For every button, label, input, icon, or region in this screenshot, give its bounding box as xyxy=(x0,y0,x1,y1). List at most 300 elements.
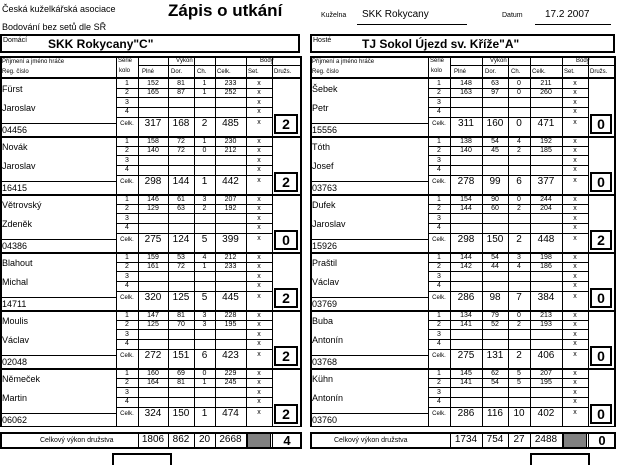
set-mark: x xyxy=(573,235,577,242)
player-reg-number: 15556 xyxy=(312,125,338,135)
score-cell: 72 xyxy=(177,147,185,154)
score-cell: 1 xyxy=(202,137,207,145)
set-mark: x xyxy=(573,214,577,222)
player-firstname: Petr xyxy=(312,103,329,113)
column-label-vykon: Výkon xyxy=(490,58,507,64)
serie-number: 1 xyxy=(125,311,129,319)
player-reg-number: 16415 xyxy=(2,183,28,193)
player-surname: Němeček xyxy=(2,374,41,384)
set-mark: x xyxy=(573,166,577,173)
score-cell: 185 xyxy=(540,147,552,154)
score-cell: 54 xyxy=(491,137,499,145)
score-cell: 229 xyxy=(224,369,237,377)
total-cell: 2 xyxy=(516,350,522,361)
score-cell: 1 xyxy=(202,379,207,386)
serie-number: 1 xyxy=(437,369,441,377)
set-mark: x xyxy=(573,224,577,231)
player-firstname: Jaroslav xyxy=(2,103,36,113)
set-mark: x xyxy=(257,263,261,270)
column-label-dor: Dor. xyxy=(485,69,497,75)
score-cell: 87 xyxy=(177,89,185,96)
score-cell: 90 xyxy=(491,195,499,203)
team-total-dor: 862 xyxy=(172,434,190,445)
scoring-mode: Bodování bez setů dle SŘ xyxy=(2,22,107,32)
set-mark: x xyxy=(257,282,261,289)
total-cell: 0 xyxy=(516,118,522,129)
player-reg-number: 03763 xyxy=(312,183,338,193)
total-cell: 160 xyxy=(486,118,504,129)
score-cell: 152 xyxy=(147,79,159,87)
player-firstname: Antonín xyxy=(312,393,344,403)
set-mark: x xyxy=(257,321,261,328)
score-cell: 3 xyxy=(517,253,521,261)
score-cell: 1 xyxy=(202,79,207,87)
score-cell: 144 xyxy=(460,205,472,212)
shaded-cell xyxy=(247,433,271,448)
score-cell: 207 xyxy=(540,369,552,377)
score-cell: 53 xyxy=(177,253,185,261)
score-cell: 134 xyxy=(460,311,472,319)
score-cell: 125 xyxy=(147,321,159,328)
total-cell: 150 xyxy=(486,234,504,245)
score-cell: 195 xyxy=(540,379,552,386)
serie-number: 1 xyxy=(125,369,129,377)
total-cell: 131 xyxy=(486,350,504,361)
team-total-points: 0 xyxy=(598,433,606,448)
shaded-cell xyxy=(563,433,587,448)
score-cell: 207 xyxy=(224,195,237,203)
score-cell: 233 xyxy=(224,263,237,270)
set-mark: x xyxy=(257,398,261,405)
set-mark: x xyxy=(257,156,261,164)
total-row-label: Celk. xyxy=(432,237,446,243)
player-firstname: Václav xyxy=(2,335,30,345)
score-cell: 233 xyxy=(224,79,237,87)
serie-number: 3 xyxy=(125,388,129,396)
score-cell: 4 xyxy=(202,253,207,261)
set-mark: x xyxy=(573,369,577,377)
column-label-plne: Plné xyxy=(454,69,467,75)
score-cell: 0 xyxy=(517,195,521,203)
team-total-label: Celkový výkon družstva xyxy=(40,437,114,444)
player-firstname: Václav xyxy=(312,277,340,287)
column-label-player: Příjmení a jméno hráče xyxy=(2,59,65,65)
set-mark: x xyxy=(257,293,261,300)
away-team-header xyxy=(310,34,615,53)
column-label-dor: Dor. xyxy=(171,69,183,75)
serie-number: 2 xyxy=(125,89,129,96)
score-cell: 0 xyxy=(202,369,207,377)
set-mark: x xyxy=(257,177,261,184)
total-cell: 423 xyxy=(222,350,239,361)
player-points: 2 xyxy=(274,172,298,192)
player-points: 2 xyxy=(590,230,612,250)
set-mark: x xyxy=(573,293,577,300)
column-label-celk: Celk. xyxy=(217,69,231,75)
total-row-label: Celk. xyxy=(120,179,134,185)
team-total-dor: 754 xyxy=(486,434,504,445)
serie-number: 4 xyxy=(437,398,441,405)
score-cell: 3 xyxy=(202,195,207,203)
score-cell: 45 xyxy=(491,147,499,154)
set-mark: x xyxy=(573,311,577,319)
serie-number: 3 xyxy=(437,156,441,164)
team-total-plne: 1734 xyxy=(454,434,478,445)
serie-number: 3 xyxy=(437,388,441,396)
set-mark: x xyxy=(257,340,261,347)
score-cell: 144 xyxy=(460,253,472,261)
player-reg-number: 04456 xyxy=(2,125,28,135)
score-cell: 195 xyxy=(224,321,237,328)
total-cell: 5 xyxy=(201,292,208,303)
set-mark: x xyxy=(573,108,577,115)
total-cell: 275 xyxy=(144,234,162,245)
score-cell: 0 xyxy=(517,311,521,319)
column-label-player: Příjmení a jméno hráče xyxy=(312,59,375,65)
total-cell: 399 xyxy=(222,234,239,245)
serie-number: 4 xyxy=(125,340,129,347)
total-cell: 5 xyxy=(201,234,208,245)
score-cell: 161 xyxy=(147,263,159,270)
score-cell: 245 xyxy=(224,379,237,386)
total-row-label: Celk. xyxy=(120,237,134,243)
set-mark: x xyxy=(257,388,261,396)
serie-number: 1 xyxy=(437,79,441,87)
column-label-set: Set. xyxy=(248,69,259,75)
serie-number: 4 xyxy=(125,166,129,173)
total-row-label: Celk. xyxy=(432,295,446,301)
set-mark: x xyxy=(573,282,577,289)
total-cell: 471 xyxy=(537,118,555,129)
total-cell: 6 xyxy=(201,350,208,361)
serie-number: 4 xyxy=(437,108,441,115)
total-cell: 275 xyxy=(457,350,475,361)
column-label-kolo: kolo xyxy=(119,68,131,74)
serie-number: 2 xyxy=(437,205,441,212)
score-cell: 193 xyxy=(540,321,552,328)
serie-number: 3 xyxy=(125,214,129,222)
serie-number: 3 xyxy=(125,272,129,280)
total-cell: 2 xyxy=(201,118,208,129)
serie-number: 4 xyxy=(125,108,129,115)
total-cell: 124 xyxy=(172,234,190,245)
total-row-label: Celk. xyxy=(120,295,134,301)
serie-number: 1 xyxy=(125,79,129,87)
total-cell: 377 xyxy=(537,176,555,187)
player-surname: Moulis xyxy=(2,316,29,326)
venue-label: Kuželna xyxy=(321,12,347,19)
total-cell: 125 xyxy=(172,292,190,303)
set-mark: x xyxy=(573,330,577,338)
total-cell: 448 xyxy=(537,234,555,245)
serie-number: 1 xyxy=(125,137,129,145)
serie-number: 3 xyxy=(437,330,441,338)
score-cell: 81 xyxy=(177,311,185,319)
player-points: 0 xyxy=(590,288,612,308)
serie-number: 2 xyxy=(125,321,129,328)
score-cell: 72 xyxy=(177,137,185,145)
set-mark: x xyxy=(573,119,577,126)
player-reg-number: 06062 xyxy=(2,415,28,425)
player-surname: Blahout xyxy=(2,258,33,268)
player-points: 2 xyxy=(274,288,298,308)
total-cell: 286 xyxy=(457,292,475,303)
total-cell: 324 xyxy=(144,408,162,419)
total-cell: 2 xyxy=(516,234,522,245)
serie-number: 3 xyxy=(437,272,441,280)
serie-number: 4 xyxy=(437,224,441,231)
total-cell: 150 xyxy=(172,408,190,419)
serie-number: 3 xyxy=(437,98,441,106)
set-mark: x xyxy=(573,205,577,212)
score-cell: 63 xyxy=(491,79,499,87)
association-name: Česká kuželkářská asociace xyxy=(2,4,116,14)
player-surname: Šebek xyxy=(312,84,338,94)
score-cell: 4 xyxy=(517,263,521,270)
score-cell: 260 xyxy=(540,89,552,96)
score-cell: 5 xyxy=(517,379,521,386)
total-cell: 272 xyxy=(144,350,162,361)
player-reg-number: 04386 xyxy=(2,241,28,251)
document-title: Zápis o utkání xyxy=(168,1,283,20)
serie-number: 4 xyxy=(125,398,129,405)
serie-number: 2 xyxy=(437,379,441,386)
serie-number: 1 xyxy=(437,253,441,261)
score-cell: 62 xyxy=(491,369,499,377)
player-reg-number: 14711 xyxy=(2,299,27,309)
score-cell: 3 xyxy=(202,311,207,319)
score-cell: 192 xyxy=(224,205,237,212)
score-cell: 1 xyxy=(202,89,207,96)
score-cell: 142 xyxy=(460,263,472,270)
serie-number: 1 xyxy=(125,195,129,203)
set-mark: x xyxy=(257,235,261,242)
away-side-label: Hosté xyxy=(313,37,332,44)
score-cell: 44 xyxy=(491,263,499,270)
set-mark: x xyxy=(573,89,577,96)
total-cell: 311 xyxy=(458,118,474,129)
score-cell: 141 xyxy=(460,379,472,386)
player-points: 0 xyxy=(274,230,298,250)
score-cell: 138 xyxy=(460,137,472,145)
score-cell: 165 xyxy=(147,89,159,96)
player-firstname: Martin xyxy=(2,393,28,403)
home-team-header xyxy=(0,34,300,53)
serie-number: 4 xyxy=(437,166,441,173)
player-surname: Novák xyxy=(2,142,28,152)
score-cell: 211 xyxy=(540,79,552,87)
set-mark: x xyxy=(573,147,577,154)
serie-number: 2 xyxy=(125,205,129,212)
total-cell: 6 xyxy=(516,176,522,187)
score-cell: 5 xyxy=(517,369,521,377)
score-cell: 54 xyxy=(491,379,499,386)
total-cell: 7 xyxy=(516,292,522,303)
total-row-label: Celk. xyxy=(432,411,446,417)
column-label-serie: Série xyxy=(118,58,133,64)
set-mark: x xyxy=(257,330,261,338)
total-row-label: Celk. xyxy=(120,121,134,127)
signature-box xyxy=(112,453,172,465)
player-points: 0 xyxy=(590,404,612,424)
column-label-reg: Reg. číslo xyxy=(312,69,339,75)
set-mark: x xyxy=(573,321,577,328)
total-cell: 298 xyxy=(144,176,162,187)
player-firstname: Michal xyxy=(2,277,29,287)
player-points: 2 xyxy=(274,346,298,366)
total-cell: 317 xyxy=(144,118,162,129)
set-mark: x xyxy=(257,224,261,231)
player-points: 2 xyxy=(274,114,298,134)
total-cell: 116 xyxy=(487,408,503,419)
serie-number: 1 xyxy=(437,195,441,203)
set-mark: x xyxy=(573,388,577,396)
signature-box xyxy=(530,453,590,465)
column-label-kolo: kolo xyxy=(431,68,443,74)
team-total-celk: 2668 xyxy=(219,434,242,445)
total-cell: 406 xyxy=(537,350,555,361)
score-cell: 72 xyxy=(177,263,185,270)
score-cell: 2 xyxy=(517,147,521,154)
total-cell: 168 xyxy=(172,118,190,129)
total-cell: 10 xyxy=(513,408,525,419)
set-mark: x xyxy=(573,263,577,270)
serie-number: 1 xyxy=(125,253,129,261)
column-label-vykon: Výkon xyxy=(176,58,193,64)
set-mark: x xyxy=(257,369,261,377)
player-surname: Tóth xyxy=(312,142,331,152)
score-cell: 140 xyxy=(147,147,159,154)
total-row-label: Celk. xyxy=(120,411,134,417)
score-cell: 140 xyxy=(460,147,472,154)
score-cell: 69 xyxy=(177,369,185,377)
column-label-body: Body xyxy=(260,58,274,64)
set-mark: x xyxy=(573,340,577,347)
score-cell: 2 xyxy=(202,205,207,212)
total-row-label: Celk. xyxy=(432,353,446,359)
total-cell: 485 xyxy=(222,118,239,129)
serie-number: 3 xyxy=(125,156,129,164)
score-cell: 79 xyxy=(491,311,499,319)
serie-number: 2 xyxy=(437,263,441,270)
set-mark: x xyxy=(257,214,261,222)
home-team-name: SKK Rokycany"C" xyxy=(48,37,154,51)
serie-number: 4 xyxy=(125,282,129,289)
score-cell: 81 xyxy=(177,379,185,386)
set-mark: x xyxy=(573,195,577,203)
serie-number: 3 xyxy=(125,330,129,338)
score-cell: 60 xyxy=(491,205,499,212)
player-surname: Buba xyxy=(312,316,334,326)
team-total-celk: 2488 xyxy=(534,434,558,445)
total-cell: 445 xyxy=(222,292,239,303)
team-total-ch: 27 xyxy=(513,434,525,445)
player-surname: Fürst xyxy=(2,84,23,94)
score-cell: 145 xyxy=(460,369,472,377)
set-mark: x xyxy=(573,379,577,386)
set-mark: x xyxy=(257,272,261,280)
player-points: 0 xyxy=(590,172,612,192)
serie-number: 2 xyxy=(437,321,441,328)
player-reg-number: 03760 xyxy=(312,415,338,425)
serie-number: 2 xyxy=(125,379,129,386)
serie-number: 4 xyxy=(125,224,129,231)
player-reg-number: 02048 xyxy=(2,357,28,367)
venue-value: SKK Rokycany xyxy=(362,9,429,20)
score-cell: 213 xyxy=(540,311,552,319)
score-cell: 61 xyxy=(177,195,185,203)
score-cell: 147 xyxy=(147,311,159,319)
serie-number: 2 xyxy=(437,147,441,154)
score-cell: 2 xyxy=(517,321,521,328)
score-cell: 141 xyxy=(460,321,472,328)
serie-number: 2 xyxy=(125,147,129,154)
score-cell: 129 xyxy=(147,205,159,212)
set-mark: x xyxy=(573,98,577,106)
set-mark: x xyxy=(257,137,261,145)
date-label: Datum xyxy=(502,12,523,19)
column-label-ch: Ch. xyxy=(197,69,207,75)
score-cell: 252 xyxy=(224,89,237,96)
serie-number: 3 xyxy=(125,98,129,106)
score-cell: 198 xyxy=(540,253,552,261)
column-label-plne: Plné xyxy=(142,69,155,75)
score-cell: 2 xyxy=(517,205,521,212)
score-cell: 63 xyxy=(177,205,185,212)
player-firstname: Josef xyxy=(312,161,334,171)
score-cell: 54 xyxy=(491,253,499,261)
player-points: 2 xyxy=(274,404,298,424)
column-label-serie: Série xyxy=(430,58,445,64)
score-cell: 244 xyxy=(540,195,552,203)
player-firstname: Zdeněk xyxy=(2,219,33,229)
set-mark: x xyxy=(257,379,261,386)
set-mark: x xyxy=(573,156,577,164)
set-mark: x xyxy=(257,205,261,212)
column-label-druz: Družs. xyxy=(590,69,608,75)
score-cell: 81 xyxy=(177,79,185,87)
total-cell: 402 xyxy=(537,408,555,419)
serie-number: 2 xyxy=(437,89,441,96)
total-cell: 298 xyxy=(457,234,475,245)
team-total-ch: 20 xyxy=(198,434,211,445)
score-cell: 212 xyxy=(224,253,237,261)
player-reg-number: 15926 xyxy=(312,241,338,251)
set-mark: x xyxy=(573,409,577,416)
total-cell: 442 xyxy=(222,176,239,187)
total-row-label: Celk. xyxy=(432,179,446,185)
set-mark: x xyxy=(257,79,261,87)
away-team-name: TJ Sokol Újezd sv. Kříže"A" xyxy=(362,37,520,51)
serie-number: 3 xyxy=(437,214,441,222)
total-cell: 1 xyxy=(201,408,208,419)
score-cell: 186 xyxy=(540,263,552,270)
score-cell: 163 xyxy=(460,89,472,96)
player-surname: Kühn xyxy=(312,374,334,384)
set-mark: x xyxy=(257,195,261,203)
set-mark: x xyxy=(573,137,577,145)
serie-number: 1 xyxy=(437,311,441,319)
set-mark: x xyxy=(257,98,261,106)
score-cell: 4 xyxy=(517,137,521,145)
set-mark: x xyxy=(257,351,261,358)
set-mark: x xyxy=(257,89,261,96)
total-cell: 278 xyxy=(457,176,475,187)
set-mark: x xyxy=(257,253,261,261)
set-mark: x xyxy=(573,351,577,358)
score-cell: 3 xyxy=(202,321,207,328)
score-cell: 0 xyxy=(517,79,521,87)
